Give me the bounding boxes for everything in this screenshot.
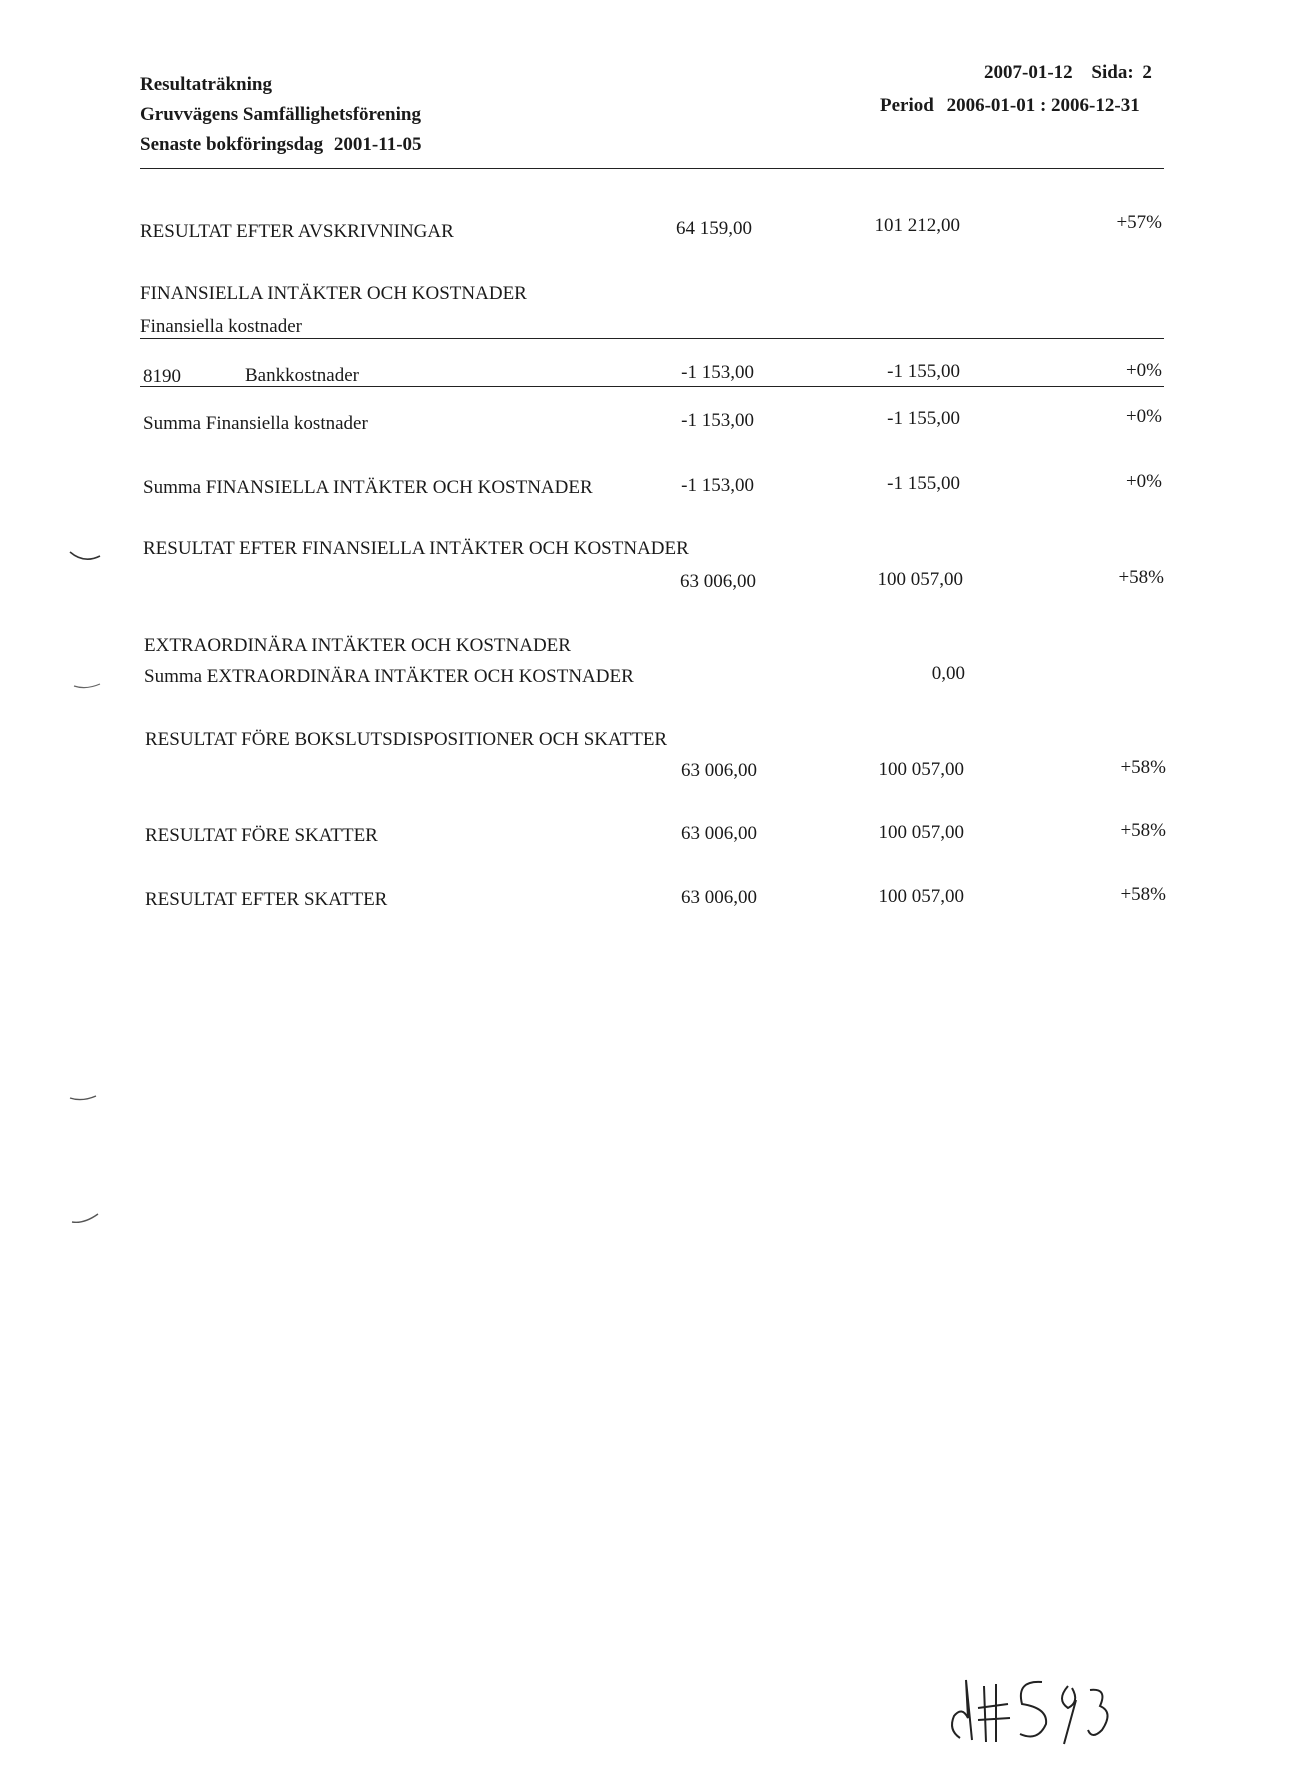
- handwritten-signature: [930, 1660, 1140, 1750]
- resultat-efter-skatter-change: +58%: [1120, 884, 1166, 905]
- resultat-avskrivningar-current: 64 159,00: [676, 218, 752, 239]
- finansiella-subheading: Finansiella kostnader: [140, 316, 302, 337]
- last-booking-line: [140, 134, 422, 156]
- resultat-fore-skatter-previous: 100 057,00: [878, 822, 964, 843]
- period-range: 2006-01-01 : 2006-12-31: [946, 95, 1140, 116]
- resultat-fin-change: +58%: [1118, 567, 1164, 588]
- account-current: -1 153,00: [681, 362, 754, 383]
- summa-fin-kostnader-current: -1 153,00: [681, 410, 754, 431]
- organization-name: Gruvvägens Samfällighetsförening: [140, 104, 421, 125]
- resultat-bokslut-change: +58%: [1120, 757, 1166, 778]
- print-date-line: [984, 62, 1152, 84]
- summa-fin-kostnader-change: +0%: [1125, 406, 1162, 427]
- header-divider: [140, 168, 1164, 169]
- resultat-fin-current: 63 006,00: [680, 571, 756, 592]
- resultat-avskrivningar-change: +57%: [1116, 212, 1162, 233]
- period-label: Period: [880, 95, 934, 116]
- page-number: 2: [1142, 62, 1152, 83]
- punch-hole-mark: [68, 1212, 104, 1232]
- last-booking-label: Senaste bokföringsdag: [140, 134, 324, 155]
- punch-hole-mark: [66, 1092, 102, 1108]
- summa-fin-kostnader-previous: -1 155,00: [887, 408, 960, 429]
- punch-hole-mark: [70, 678, 106, 694]
- page-label: Sida:: [1091, 62, 1134, 83]
- finansiella-heading: FINANSIELLA INTÄKTER OCH KOSTNADER: [140, 283, 527, 304]
- account-change: +0%: [1125, 360, 1162, 381]
- account-label: Bankkostnader: [245, 365, 359, 386]
- summa-extra-previous: 0,00: [931, 663, 965, 684]
- account-number: 8190: [143, 366, 181, 387]
- subheading-divider: [140, 338, 1164, 339]
- report-title: Resultaträkning: [140, 74, 272, 95]
- resultat-bokslut-label: RESULTAT FÖRE BOKSLUTSDISPOSITIONER OCH SKATTER: [145, 729, 668, 750]
- resultat-avskrivningar-label: RESULTAT EFTER AVSKRIVNINGAR: [140, 221, 454, 242]
- account-previous: -1 155,00: [887, 361, 960, 382]
- summa-fin-intakter-label: Summa FINANSIELLA INTÄKTER OCH KOSTNADER: [143, 477, 593, 498]
- last-booking-date: 2001-11-05: [333, 134, 422, 155]
- resultat-bokslut-previous: 100 057,00: [878, 759, 964, 780]
- resultat-fore-skatter-current: 63 006,00: [681, 823, 757, 844]
- resultat-efter-skatter-current: 63 006,00: [681, 887, 757, 908]
- resultat-efter-skatter-previous: 100 057,00: [878, 886, 964, 907]
- account-row-divider: [140, 386, 1164, 387]
- summa-fin-kostnader-label: Summa Finansiella kostnader: [143, 413, 368, 434]
- resultat-avskrivningar-previous: 101 212,00: [874, 215, 960, 236]
- summa-extra-label: Summa EXTRAORDINÄRA INTÄKTER OCH KOSTNADER: [144, 666, 634, 687]
- summa-fin-intakter-current: -1 153,00: [681, 475, 754, 496]
- resultat-bokslut-current: 63 006,00: [681, 760, 757, 781]
- punch-hole-mark: [66, 548, 106, 568]
- summa-fin-intakter-change: +0%: [1125, 471, 1162, 492]
- extra-heading: EXTRAORDINÄRA INTÄKTER OCH KOSTNADER: [144, 635, 571, 656]
- period-line: [880, 95, 1140, 117]
- resultat-efter-skatter-label: RESULTAT EFTER SKATTER: [145, 889, 388, 910]
- resultat-fore-skatter-label: RESULTAT FÖRE SKATTER: [145, 825, 378, 846]
- summa-fin-intakter-previous: -1 155,00: [887, 473, 960, 494]
- resultat-fore-skatter-change: +58%: [1120, 820, 1166, 841]
- resultat-fin-label: RESULTAT EFTER FINANSIELLA INTÄKTER OCH KOSTNADER: [143, 538, 689, 559]
- print-date: 2007-01-12: [984, 62, 1073, 83]
- resultat-fin-previous: 100 057,00: [877, 569, 963, 590]
